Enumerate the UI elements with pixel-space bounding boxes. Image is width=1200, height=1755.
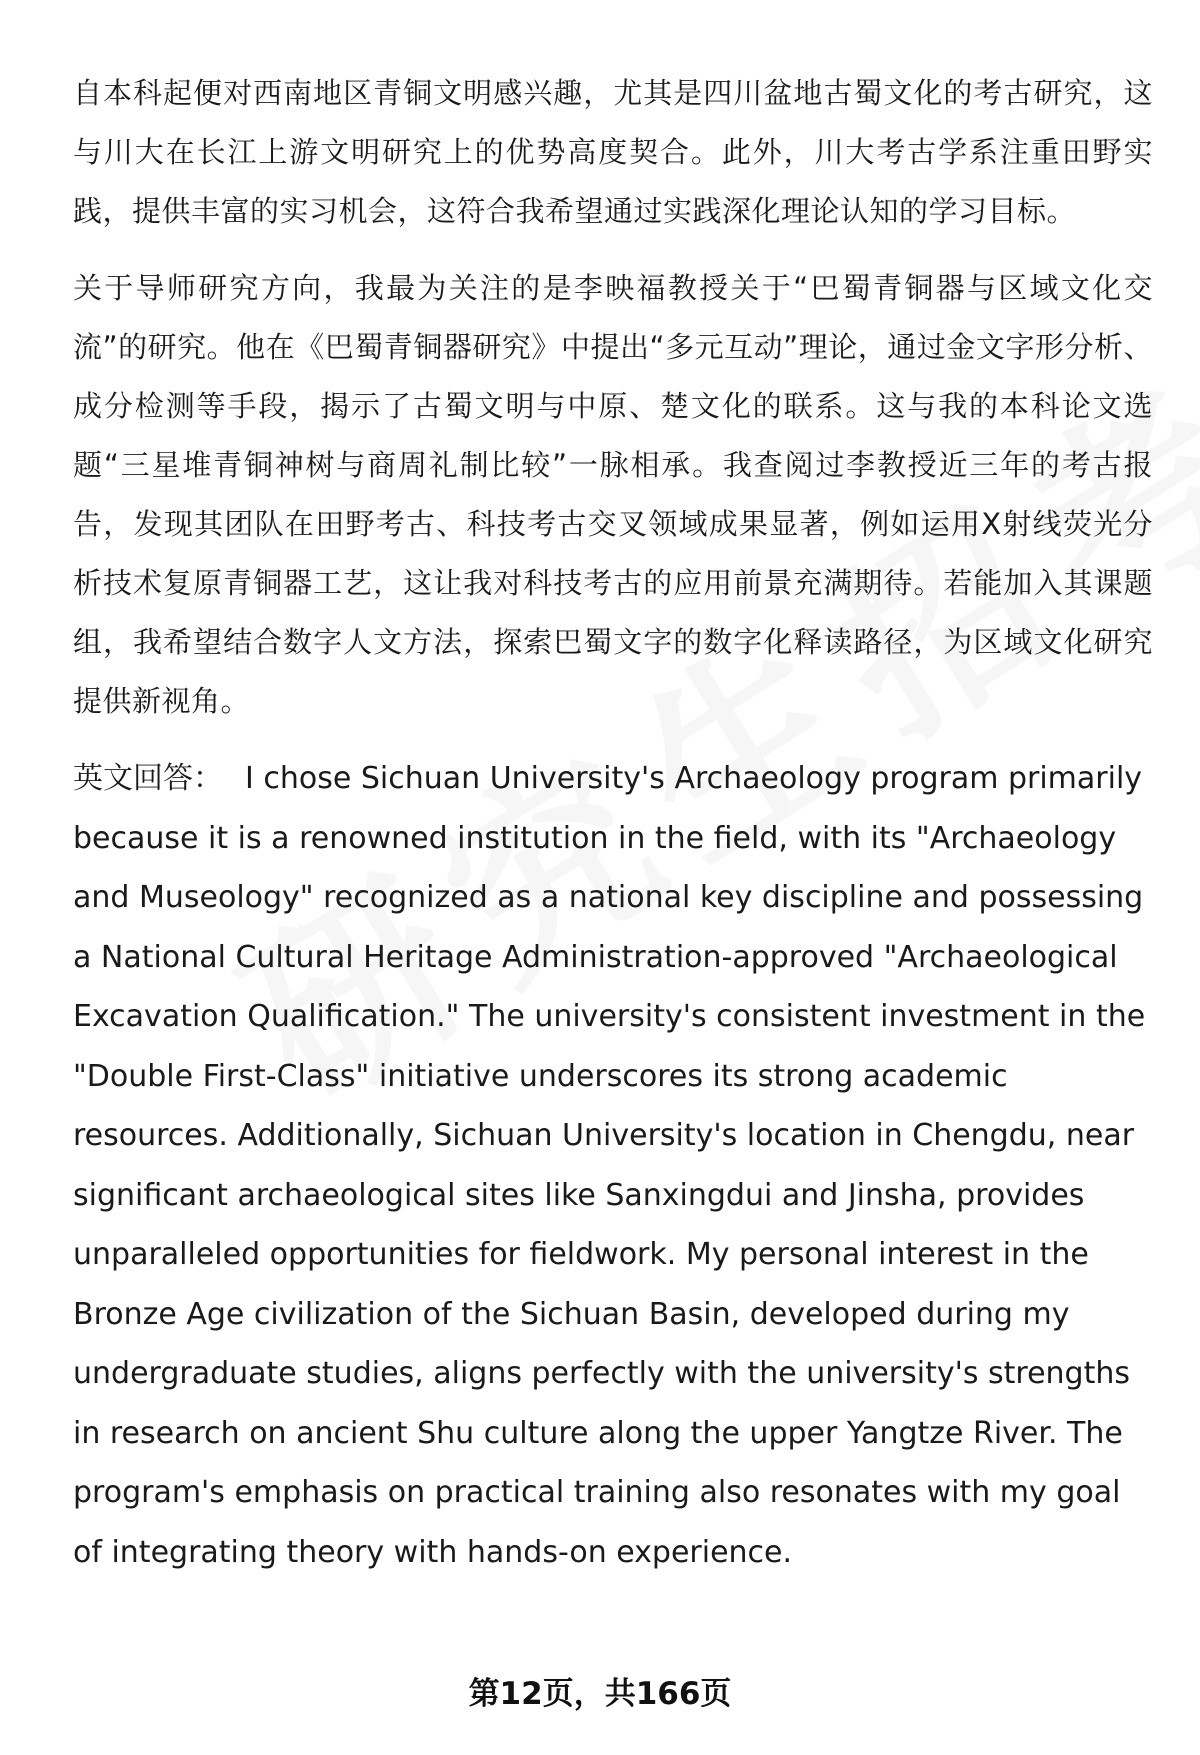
- english-answer-text: I chose Sichuan University's Archaeology program primarily because it is a renowned institution in the field, with its "Archaeology and Museology" recognized as a national key discipline and possessing a National Cultural Heritage Administration-approved "Archaeological Excavation Qualification." The university's consistent investment in the "Double First-Class" initiative underscores its strong academic resources. Additionally, Sichuan University's location in Chengdu, near significant archaeological sites like Sanxingdui and Jinsha, provides unparalleled opportunities for fieldwork. My personal interest in the Bronze Age civilization of the Sichuan Basin, developed during my undergraduate studies, aligns perfectly with the university's strengths in research on ancient Shu culture along the upper Yangtze River. The program's emphasis on practical training also resonates with my goal of integrating theory with hands-on experience.: [73, 761, 1146, 1570]
- english-answer-label: 英文回答：: [73, 761, 223, 796]
- page-number: 第12页，共166页: [468, 1676, 732, 1712]
- paragraph-motivation: 自本科起便对西南地区青铜文明感兴趣，尤其是四川盆地古蜀文化的考古研究，这与川大在长江上游文明研究上的优势高度契合。此外，川大考古学系注重田野实践，提供丰富的实习机会，这符合我希望通过实践深化理论认知的学习目标。: [73, 76, 1153, 228]
- paragraph-advisor-research: 关于导师研究方向，我最为关注的是李映福教授关于“巴蜀青铜器与区域文化交流”的研究。他在《巴蜀青铜器研究》中提出“多元互动”理论，通过金文字形分析、成分检测等手段，揭示了古蜀文明与中原、楚文化的联系。这与我的本科论文选题“三星堆青铜神树与商周礼制比较”一脉相承。我查阅过李教授近三年的考古报告，发现其团队在田野考古、科技考古交叉领域成果显著，例如运用X射线荧光分析技术复原青铜器工艺，这让我对科技考古的应用前景充满期待。若能加入其课题组，我希望结合数字人文方法，探索巴蜀文字的数字化释读路径，为区域文化研究提供新视角。: [73, 271, 1153, 718]
- paragraph-english-answer: [73, 749, 1153, 1582]
- document-body: [73, 64, 1153, 1582]
